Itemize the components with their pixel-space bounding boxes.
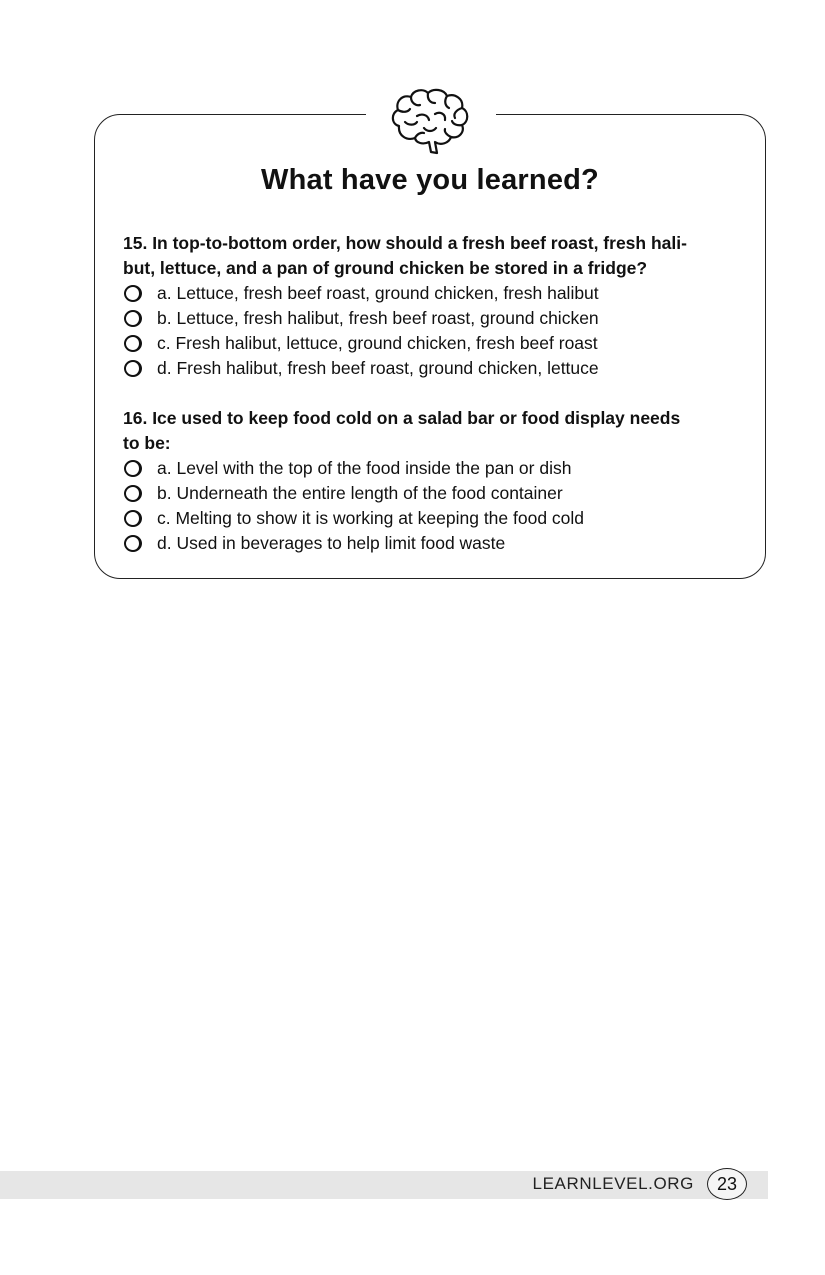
answer-option-label: d. Fresh halibut, fresh beef roast, ground chicken, lettuce (157, 358, 599, 378)
question-15 (123, 231, 741, 381)
answer-option-label: d. Used in beverages to help limit food waste (157, 533, 506, 553)
answer-options (123, 456, 741, 556)
question-16 (123, 406, 741, 556)
page-title: What have you learned? (261, 164, 599, 196)
answer-option[interactable] (123, 456, 741, 481)
radio-circle-icon[interactable] (124, 485, 142, 502)
answer-option[interactable] (123, 506, 741, 531)
answer-option[interactable] (123, 531, 741, 556)
answer-option[interactable] (123, 356, 741, 381)
footer-site-link[interactable]: LEARNLEVEL.ORG (532, 1174, 694, 1193)
radio-circle-icon[interactable] (124, 360, 142, 377)
radio-circle-icon[interactable] (124, 535, 142, 552)
question-text-line: 15. In top-to-bottom order, how should a fresh beef roast, fresh hali- (123, 233, 687, 253)
answer-option[interactable] (123, 481, 741, 506)
answer-option[interactable] (123, 331, 741, 356)
radio-circle-icon[interactable] (124, 460, 142, 477)
radio-circle-icon[interactable] (124, 335, 142, 352)
answer-option-label: b. Underneath the entire length of the food container (157, 483, 563, 503)
radio-circle-icon[interactable] (124, 285, 142, 302)
radio-circle-icon[interactable] (124, 510, 142, 527)
answer-options (123, 281, 741, 381)
answer-option-label: a. Level with the top of the food inside the pan or dish (157, 458, 572, 478)
page-number: 23 (707, 1168, 747, 1200)
answer-option-label: b. Lettuce, fresh halibut, fresh beef roast, ground chicken (157, 308, 599, 328)
answer-option[interactable] (123, 281, 741, 306)
answer-option-label: a. Lettuce, fresh beef roast, ground chicken, fresh halibut (157, 283, 599, 303)
answer-option[interactable] (123, 306, 741, 331)
radio-circle-icon[interactable] (124, 310, 142, 327)
question-text-line: but, lettuce, and a pan of ground chicken be stored in a fridge? (123, 258, 648, 278)
answer-option-label: c. Melting to show it is working at keeping the food cold (157, 508, 585, 528)
question-text-line: to be: (123, 433, 171, 453)
question-text (123, 406, 741, 456)
brain-icon (389, 86, 471, 158)
question-text (123, 231, 741, 281)
answer-option-label: c. Fresh halibut, lettuce, ground chicken, fresh beef roast (157, 333, 598, 353)
question-text-line: 16. Ice used to keep food cold on a salad bar or food display needs (123, 408, 681, 428)
